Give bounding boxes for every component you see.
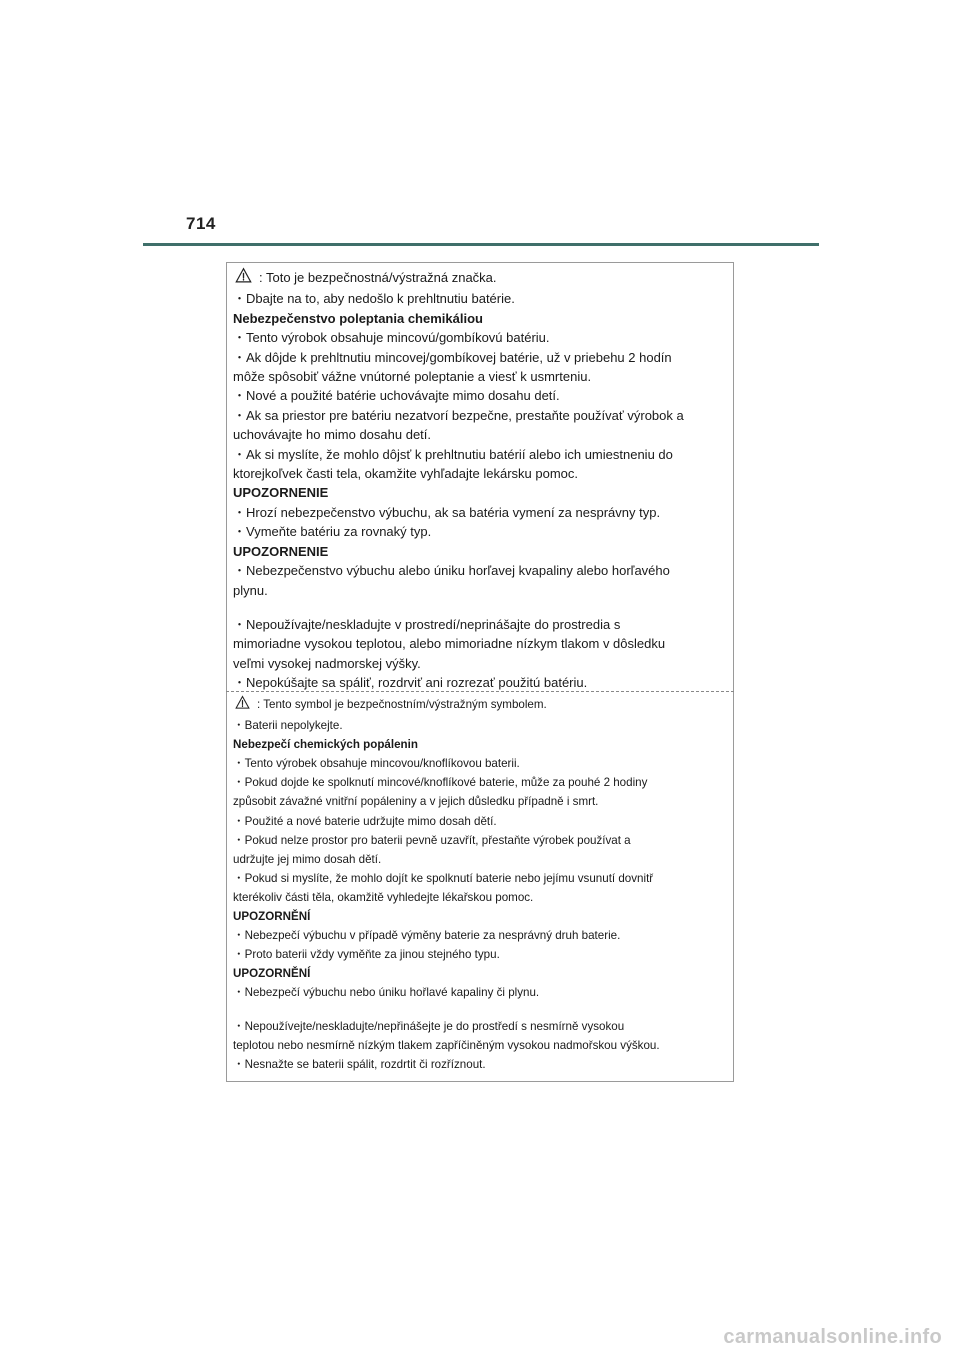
line-text: ・Baterii nepolykejte. — [233, 719, 343, 733]
warning-text-line — [233, 673, 729, 692]
warning-text-line — [233, 831, 729, 850]
warning-text-line — [233, 654, 729, 673]
line-text: ・Proto baterii vždy vyměňte za jinou stejného typu. — [233, 948, 500, 962]
line-text: udržujte jej mimo dosah dětí. — [233, 852, 382, 866]
warning-text-line — [233, 926, 729, 945]
line-text: ・Pokud si myslíte, že mohlo dojít ke spolknutí baterie nebo jejímu vsunutí dovnitř — [233, 871, 654, 885]
line-text: ・Tento výrobok obsahuje mincovú/gombíkovú batériu. — [233, 330, 550, 346]
line-text: UPOZORNĚNÍ — [233, 910, 311, 924]
warning-text-line — [233, 386, 729, 405]
line-text: mimoriadne vysokou teplotou, alebo mimoriadne nízkym tlakom v dôsledku — [233, 636, 666, 652]
warning-text-line — [233, 716, 729, 735]
line-text: môže spôsobiť vážne vnútorné poleptanie a viesť k usmrteniu. — [233, 369, 592, 385]
warning-text-line — [233, 425, 729, 444]
line-text: Nebezpečí chemických popálenin — [233, 738, 418, 752]
line-text: ktorejkoľvek časti tela, okamžite vyhľadajte lekársku pomoc. — [233, 466, 579, 482]
warning-text-line — [233, 267, 729, 289]
warning-text-line — [233, 561, 729, 580]
warning-text-line — [233, 792, 729, 811]
line-text: ・Ak dôjde k prehltnutiu mincovej/gombíkovej batérie, už v priebehu 2 hodín — [233, 349, 672, 365]
section-heading — [233, 735, 729, 754]
section-heading — [233, 542, 729, 561]
warning-text-line — [233, 445, 729, 464]
slovak-warning-section — [233, 267, 729, 693]
warning-text-line — [233, 869, 729, 888]
warning-text-line — [233, 522, 729, 541]
line-text: UPOZORNENIE — [233, 485, 329, 501]
line-text: ・Nové a použité batérie uchovávajte mimo dosahu detí. — [233, 388, 560, 404]
warning-text-line — [233, 888, 729, 907]
line-text: UPOZORNENIE — [233, 543, 329, 559]
warning-text-line — [233, 634, 729, 653]
warning-text-line — [233, 812, 729, 831]
warning-text-line — [233, 1055, 729, 1074]
line-text: : Toto je bezpečnostná/výstražná značka. — [259, 270, 497, 285]
line-text: ・Hrozí nebezpečenstvo výbuchu, ak sa batéria vymení za nesprávny typ. — [233, 504, 661, 520]
section-heading — [233, 483, 729, 502]
warning-triangle-icon — [235, 695, 250, 716]
warning-text-line — [233, 367, 729, 386]
line-text: ・Pokud dojde ke spolknutí mincové/knoflíkové baterie, může za pouhé 2 hodiny — [233, 776, 648, 790]
section-heading — [233, 907, 729, 926]
warning-text-line — [233, 1036, 729, 1055]
line-text: ・Nepoužívajte/neskladujte v prostredí/neprinášajte do prostredia s — [233, 616, 621, 632]
warning-text-line — [233, 945, 729, 964]
line-text: Nebezpečenstvo poleptania chemikáliou — [233, 310, 483, 326]
warning-text-line — [233, 695, 729, 716]
line-text: ・Vymeňte batériu za rovnaký typ. — [233, 524, 432, 540]
line-text: ・Ak si myslíte, že mohlo dôjsť k prehltnutiu batérií alebo ich umiestneniu do — [233, 446, 673, 462]
line-text: plynu. — [233, 582, 268, 598]
section-heading — [233, 964, 729, 983]
warning-text-line — [233, 348, 729, 367]
warning-text-line — [233, 464, 729, 483]
line-text: veľmi vysokej nadmorskej výšky. — [233, 655, 421, 671]
warning-text-line — [233, 1017, 729, 1036]
line-text: ・Ak sa priestor pre batériu nezatvorí bezpečne, prestaňte používať výrobok a — [233, 407, 684, 423]
line-text: ・Nepokúšajte sa spáliť, rozdrviť ani rozrezať použitú batériu. — [233, 675, 588, 691]
warning-text-line — [233, 289, 729, 308]
section-heading — [233, 309, 729, 328]
warning-text-line — [233, 581, 729, 600]
header-rule — [143, 243, 819, 246]
warning-text-line — [233, 615, 729, 634]
line-text: ・Pokud nelze prostor pro baterii pevně uzavřít, přestaňte výrobek používat a — [233, 833, 631, 847]
warning-triangle-icon — [235, 267, 252, 289]
line-text: ・Nebezpečí výbuchu v případě výměny baterie za nesprávný druh baterie. — [233, 929, 621, 943]
line-text: ・Nepoužívejte/neskladujte/nepřinášejte je do prostředí s nesmírně vysokou — [233, 1019, 625, 1033]
line-text: ・Nebezpečí výbuchu nebo úniku hořlavé kapaliny či plynu. — [233, 986, 540, 1000]
line-text: uchovávajte ho mimo dosahu detí. — [233, 427, 432, 443]
line-text: ・Nebezpečenstvo výbuchu alebo úniku horľavej kvapaliny alebo horľavého — [233, 563, 670, 579]
line-text: : Tento symbol je bezpečnostním/výstražným symbolem. — [257, 698, 547, 711]
line-text: ・Použité a nové baterie udržujte mimo dosah dětí. — [233, 814, 497, 828]
line-text: ・Nesnažte se baterii spálit, rozdrtit či rozříznout. — [233, 1057, 486, 1071]
warning-text-line — [233, 773, 729, 792]
warning-text-line — [233, 983, 729, 1002]
line-text: kterékoliv části těla, okamžitě vyhledejte lékařskou pomoc. — [233, 890, 534, 904]
watermark: carmanualsonline.info — [723, 1326, 942, 1348]
warning-text-line — [233, 503, 729, 522]
warning-text-line — [233, 850, 729, 869]
czech-warning-section — [233, 695, 729, 1074]
line-text: UPOZORNĚNÍ — [233, 967, 311, 981]
line-text: způsobit závažné vnitřní popáleniny a v jejich důsledku případně i smrt. — [233, 795, 599, 809]
line-text: ・Tento výrobek obsahuje mincovou/knoflíkovou baterii. — [233, 757, 520, 771]
warning-text-line — [233, 754, 729, 773]
line-text: ・Dbajte na to, aby nedošlo k prehltnutiu batérie. — [233, 291, 515, 307]
page-number: 714 — [186, 214, 216, 233]
warning-text-line — [233, 406, 729, 425]
line-text: teplotou nebo nesmírně nízkým tlakem zapříčiněným vysokou nadmořskou výškou. — [233, 1038, 660, 1052]
warning-text-line — [233, 328, 729, 347]
